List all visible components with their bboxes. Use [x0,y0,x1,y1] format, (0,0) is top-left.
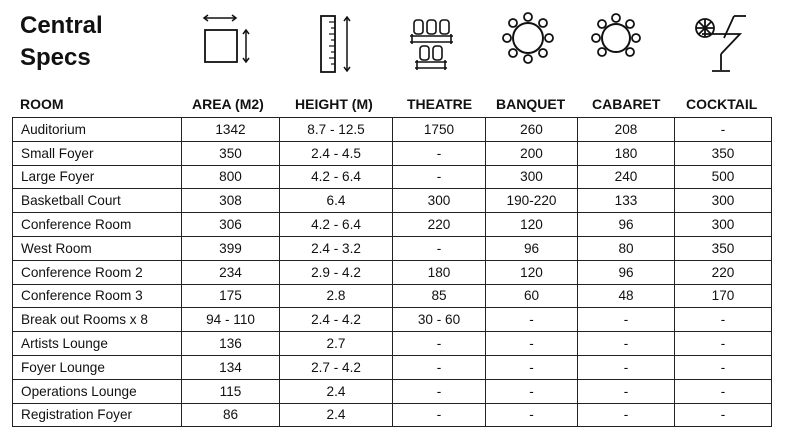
cell-area: 175 [182,284,280,308]
cell-height: 2.9 - 4.2 [280,260,393,284]
cell-cabaret: 208 [578,118,675,142]
specs-table [12,117,772,427]
cell-theatre: 180 [393,260,486,284]
cell-cabaret: 96 [578,260,675,284]
cell-area: 306 [182,213,280,237]
table-row [13,141,772,165]
cell-cabaret: 240 [578,165,675,189]
cell-area: 350 [182,141,280,165]
cell-cabaret: - [578,308,675,332]
cell-area: 86 [182,403,280,427]
cell-banquet: - [486,379,578,403]
header-cabaret: CABARET [592,96,661,112]
cell-theatre: 300 [393,189,486,213]
cell-height: 4.2 - 6.4 [280,213,393,237]
table-row [13,165,772,189]
cell-area: 94 - 110 [182,308,280,332]
cell-height: 2.8 [280,284,393,308]
cell-banquet: - [486,355,578,379]
table-row [13,355,772,379]
cell-theatre: 220 [393,213,486,237]
cell-cocktail: - [675,355,772,379]
cell-theatre: - [393,355,486,379]
cell-room: Registration Foyer [13,403,182,427]
cell-room: Foyer Lounge [13,355,182,379]
cell-cocktail: 170 [675,284,772,308]
cell-theatre: - [393,379,486,403]
cell-area: 234 [182,260,280,284]
title-line-2: Specs [20,44,91,71]
cell-cabaret: 96 [578,213,675,237]
table-body [13,118,772,427]
cell-height: 2.4 - 4.5 [280,141,393,165]
cell-theatre: 30 - 60 [393,308,486,332]
cell-cocktail: 300 [675,189,772,213]
header-height: HEIGHT (M) [295,96,373,112]
cell-banquet: - [486,332,578,356]
header-banquet: BANQUET [496,96,566,112]
cell-banquet: 120 [486,213,578,237]
cell-height: 2.4 [280,403,393,427]
cell-banquet: 120 [486,260,578,284]
cell-banquet: 200 [486,141,578,165]
cell-theatre: - [393,141,486,165]
table-row [13,118,772,142]
cell-cocktail: 300 [675,213,772,237]
cell-cocktail: 500 [675,165,772,189]
cell-height: 4.2 - 6.4 [280,165,393,189]
cell-room: Operations Lounge [13,379,182,403]
cell-room: Basketball Court [13,189,182,213]
cell-height: 8.7 - 12.5 [280,118,393,142]
cell-cocktail: 350 [675,141,772,165]
table-row [13,308,772,332]
header-room: ROOM [20,96,64,112]
header-cocktail: COCKTAIL [686,96,758,112]
cell-height: 2.4 - 3.2 [280,236,393,260]
cell-banquet: - [486,403,578,427]
cell-height: 6.4 [280,189,393,213]
cell-banquet: 60 [486,284,578,308]
cell-area: 399 [182,236,280,260]
theatre-icon [407,12,463,74]
header-area: AREA (M2) [192,96,264,112]
banquet-icon [502,12,558,74]
cell-height: 2.4 - 4.2 [280,308,393,332]
cell-room: Large Foyer [13,165,182,189]
cell-cabaret: 80 [578,236,675,260]
cell-room: Break out Rooms x 8 [13,308,182,332]
cell-cocktail: 220 [675,260,772,284]
cell-theatre: 1750 [393,118,486,142]
cell-room: Artists Lounge [13,332,182,356]
cell-area: 308 [182,189,280,213]
cell-theatre: - [393,403,486,427]
cell-height: 2.7 - 4.2 [280,355,393,379]
table-row [13,332,772,356]
area-icon [200,12,258,74]
cell-cocktail: - [675,308,772,332]
cell-cabaret: 48 [578,284,675,308]
table-row [13,213,772,237]
cell-banquet: 190-220 [486,189,578,213]
cell-banquet: 260 [486,118,578,142]
cell-cabaret: - [578,332,675,356]
cell-room: Conference Room 3 [13,284,182,308]
cell-cabaret: - [578,379,675,403]
table-row [13,236,772,260]
cell-area: 800 [182,165,280,189]
table-row [13,260,772,284]
cell-theatre: - [393,165,486,189]
cell-theatre: 85 [393,284,486,308]
cell-cabaret: 133 [578,189,675,213]
cell-area: 1342 [182,118,280,142]
cell-area: 115 [182,379,280,403]
cell-cocktail: - [675,379,772,403]
title-line-1: Central [20,12,103,39]
cell-cabaret: - [578,403,675,427]
cell-room: Small Foyer [13,141,182,165]
header-theatre: THEATRE [407,96,473,112]
table-row [13,189,772,213]
cell-banquet: - [486,308,578,332]
cell-height: 2.7 [280,332,393,356]
height-icon [316,12,358,74]
cell-area: 136 [182,332,280,356]
cell-room: Auditorium [13,118,182,142]
table-row [13,379,772,403]
cell-cabaret: 180 [578,141,675,165]
table-row [13,284,772,308]
cell-room: West Room [13,236,182,260]
cell-cocktail: - [675,403,772,427]
cell-banquet: 300 [486,165,578,189]
table-row [13,403,772,427]
cell-area: 134 [182,355,280,379]
cell-height: 2.4 [280,379,393,403]
cell-theatre: - [393,236,486,260]
page-title [20,10,103,74]
cocktail-icon [694,12,750,74]
cell-room: Conference Room 2 [13,260,182,284]
cell-room: Conference Room [13,213,182,237]
cell-cocktail: 350 [675,236,772,260]
cabaret-icon [590,12,646,74]
cell-banquet: 96 [486,236,578,260]
cell-cabaret: - [578,355,675,379]
cell-cocktail: - [675,332,772,356]
cell-cocktail: - [675,118,772,142]
cell-theatre: - [393,332,486,356]
